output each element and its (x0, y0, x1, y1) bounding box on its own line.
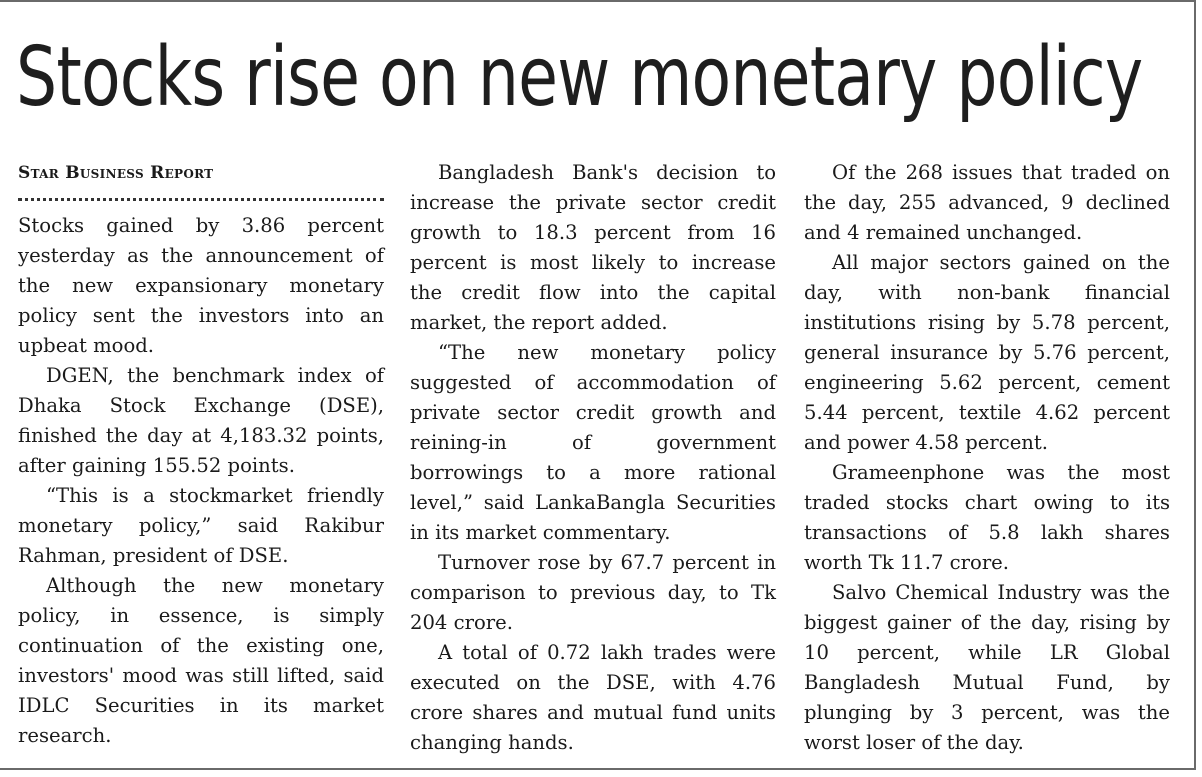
paragraph: Bangladesh Bank's decision to increase the private sector credit growth to 18.3 percent from 16 percent is most likely to increase the credit flow into the capital market, the report added. (410, 161, 776, 334)
paragraph: “This is a stockmarket friendly monetary policy,” said Rakibur Rahman, president of DSE. (18, 484, 384, 567)
paragraph: Although the new monetary policy, in essence, is simply continuation of the existing one, investors' mood was still lifted, said IDLC Securities in its market research. (18, 574, 384, 747)
paragraph: A total of 0.72 lakh trades were executed on the DSE, with 4.76 crore shares and mutual fund units changing hands. (410, 641, 776, 754)
paragraph: Stocks gained by 3.86 percent yesterday as the announcement of the new expansionary monetary policy sent the investors into an upbeat mood. (18, 214, 384, 357)
column-2 (410, 158, 776, 758)
paragraph: Grameenphone was the most traded stocks chart owing to its transactions of 5.8 lakh shares worth Tk 11.7 crore. (804, 461, 1170, 574)
paragraph: Salvo Chemical Industry was the biggest gainer of the day, rising by 10 percent, while LR Global Bangladesh Mutual Fund, by plunging by 3 percent, was the worst loser of the day. (804, 581, 1170, 754)
dotted-divider (18, 188, 384, 201)
paragraph: All major sectors gained on the day, with non-bank financial institutions rising by 5.78 percent, general insurance by 5.76 percent, engineering 5.62 percent, cement 5.44 percent, textile 4.62 percent and power 4.58 percent. (804, 251, 1170, 454)
paragraph: DGEN, the benchmark index of Dhaka Stock Exchange (DSE), finished the day at 4,183.32 points, after gaining 155.52 points. (18, 364, 384, 477)
paragraph: Of the 268 issues that traded on the day, 255 advanced, 9 declined and 4 remained unchanged. (804, 161, 1170, 244)
paragraph: “The new monetary policy suggested of accommodation of private sector credit growth and reining-in of government borrowings to a more rational level,” said LankaBangla Securities in its market commentary. (410, 341, 776, 544)
column-3 (804, 158, 1170, 758)
headline: Stocks rise on new monetary policy (16, 30, 1143, 125)
paragraph: Turnover rose by 67.7 percent in comparison to previous day, to Tk 204 crore. (410, 551, 776, 634)
byline: Star Business Report (18, 163, 214, 183)
column-1 (18, 158, 384, 751)
